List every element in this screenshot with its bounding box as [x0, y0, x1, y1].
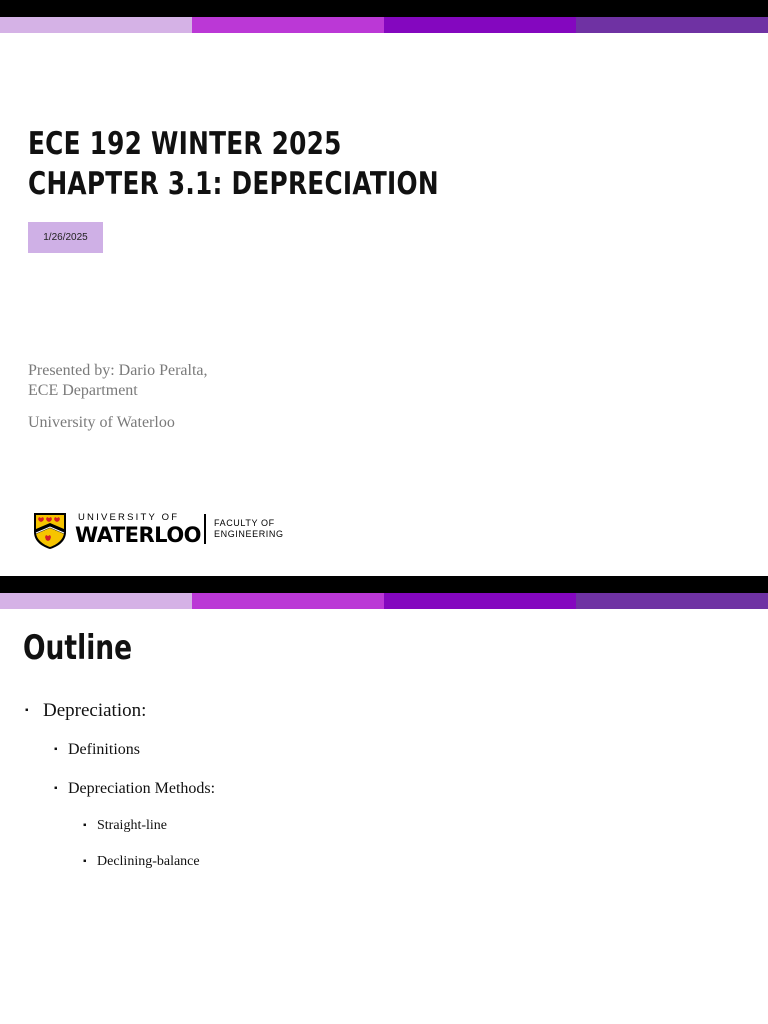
waterloo-crest-icon — [33, 512, 67, 550]
presenter-name: Presented by: Dario Peralta, — [28, 362, 208, 379]
logo-wordmark — [75, 512, 201, 547]
top-bar — [0, 576, 768, 593]
stripe-1 — [0, 593, 192, 609]
logo-university-of: UNIVERSITY OF — [78, 512, 180, 523]
waterloo-engineering-logo — [33, 508, 293, 554]
bullet-icon: ▪ — [54, 783, 58, 794]
logo-faculty-line2: ENGINEERING — [214, 529, 284, 539]
slide-title — [28, 124, 439, 204]
outline-item-text: Depreciation: — [43, 700, 147, 721]
outline-title: Outline — [23, 628, 133, 668]
outline-item — [54, 740, 140, 760]
presenter-department: ECE Department — [28, 382, 138, 399]
stripe-4 — [576, 17, 768, 33]
bullet-icon: ▪ — [83, 856, 87, 867]
presenter-info — [28, 361, 208, 401]
outline-item — [54, 779, 215, 799]
outline-item-text: Definitions — [68, 741, 140, 758]
bullet-icon: ▪ — [83, 820, 87, 831]
stripe-4 — [576, 593, 768, 609]
bullet-icon: ▪ — [25, 705, 29, 716]
date-badge: 1/26/2025 — [28, 222, 103, 253]
stripe-2 — [192, 593, 384, 609]
logo-waterloo: WATERLOO — [75, 523, 202, 547]
logo-divider — [204, 514, 206, 544]
stripe-1 — [0, 17, 192, 33]
university-name: University of Waterloo — [28, 414, 175, 431]
outline-item — [83, 853, 200, 871]
color-stripes — [0, 17, 768, 33]
stripe-2 — [192, 17, 384, 33]
top-bar — [0, 0, 768, 17]
outline-item-text: Depreciation Methods: — [68, 780, 216, 797]
outline-item — [83, 817, 167, 835]
logo-faculty — [214, 518, 284, 540]
stripe-3 — [384, 17, 576, 33]
title-line-2: CHAPTER 3.1: DEPRECIATION — [28, 166, 439, 202]
title-line-1: ECE 192 WINTER 2025 — [28, 126, 342, 162]
bullet-icon: ▪ — [54, 744, 58, 755]
color-stripes — [0, 593, 768, 609]
outline-item — [25, 699, 146, 723]
outline-item-text: Declining-balance — [97, 854, 200, 869]
stripe-3 — [384, 593, 576, 609]
outline-item-text: Straight-line — [97, 818, 167, 833]
logo-faculty-line1: FACULTY OF — [214, 518, 275, 528]
